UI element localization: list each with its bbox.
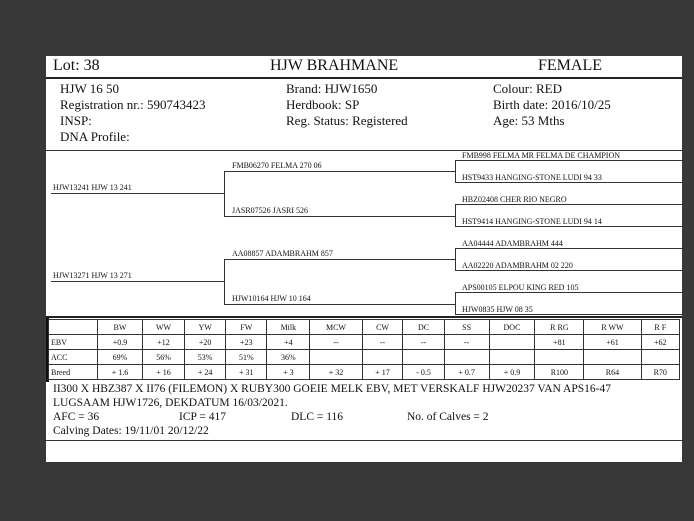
table-row: Breed + 1.6 + 16 + 24 + 31 + 3 + 32 + 17 - 0.5 + 0.7 + 0.9 R100 R64 R70 (49, 365, 680, 380)
col-doc: DOC (489, 320, 535, 335)
sire-sire: FMB06270 FELMA 270 06 (232, 161, 322, 170)
col-ss: SS (444, 320, 489, 335)
lot-number: Lot: 38 (53, 57, 100, 74)
age: Age: 53 Mths (493, 113, 565, 128)
ebv-table-header (49, 320, 680, 335)
remarks-line-1: II300 X HBZ387 X II76 (FILEMON) X RUBY300 GOEIE MELK EBV, MET VERSKALF HJW20237 VAN APS16-47 (53, 383, 611, 395)
icp: ICP = 417 (179, 411, 226, 423)
col-bw: BW (98, 320, 143, 335)
header-divider (46, 77, 682, 79)
footer-divider (46, 440, 682, 441)
number-of-calves: No. of Calves = 2 (407, 411, 489, 423)
animal-record-sheet (46, 56, 682, 462)
info-col-3 (493, 81, 611, 129)
g3-6: AA02220 ADAMBRAHM 02 220 (462, 261, 573, 270)
col-cw: CW (362, 320, 403, 335)
col-milk: Milk (267, 320, 310, 335)
info-col-1 (60, 81, 206, 145)
col-fw: FW (226, 320, 267, 335)
sire-dam: JASR07526 JASRI 526 (232, 206, 309, 215)
remarks-line-2: LUGSAAM HJW1726, DEKDATUM 16/03/2021. (53, 397, 288, 409)
insp: INSP: (60, 113, 92, 128)
g3-3: HBZ02408 CHER RIO NEGRO (462, 195, 567, 204)
col-rf: R F (641, 320, 679, 335)
dam: HJW13271 HJW 13 271 (53, 271, 132, 280)
col-mcw: MCW (310, 320, 362, 335)
dam-sire: AA08857 ADAMBRAHM 857 (232, 249, 333, 258)
col-rrg: R RG (535, 320, 584, 335)
sire: HJW13241 HJW 13 241 (53, 183, 132, 192)
calving-dates: Calving Dates: 19/11/01 20/12/22 (53, 425, 209, 437)
registration-number: Registration nr.: 590743423 (60, 97, 206, 112)
birth-date: Birth date: 2016/10/25 (493, 97, 611, 112)
ebv-table (48, 319, 680, 380)
col-rww: R WW (584, 320, 641, 335)
animal-id: HJW 16 50 (60, 81, 119, 96)
g3-2: HST9433 HANGING-STONE LUDI 94 33 (462, 173, 602, 182)
g3-4: HST9414 HANGING-STONE LUDI 94 14 (462, 217, 602, 226)
dlc: DLC = 116 (291, 411, 344, 423)
reg-status: Reg. Status: Registered (286, 113, 408, 128)
g3-5: AA04444 ADAMBRAHM 444 (462, 239, 563, 248)
g3-7: APS00105 ELPOU KING RED 105 (462, 283, 579, 292)
animal-sex: FEMALE (538, 57, 602, 74)
g3-8: HJW0835 HJW 08 35 (462, 305, 533, 314)
dam-dam: HJW10164 HJW 10 164 (232, 294, 311, 303)
animal-name: HJW BRAHMANE (270, 57, 399, 74)
table-row: EBV +0.9 +12 +20 +23 +4 -- -- -- -- +81 +61 +62 (49, 335, 680, 350)
afc: AFC = 36 (53, 411, 100, 423)
herdbook: Herdbook: SP (286, 97, 360, 112)
colour: Colour: RED (493, 81, 562, 96)
table-row: ACC 69% 56% 53% 51% 36% (49, 350, 680, 365)
info-col-2 (286, 81, 408, 129)
col-dc: DC (403, 320, 444, 335)
col-yw: YW (185, 320, 226, 335)
dna-profile: DNA Profile: (60, 129, 130, 144)
g3-1: FMB998 FELMA MR FELMA DE CHAMPION (462, 151, 621, 160)
brand: Brand: HJW1650 (286, 81, 378, 96)
col-ww: WW (143, 320, 185, 335)
